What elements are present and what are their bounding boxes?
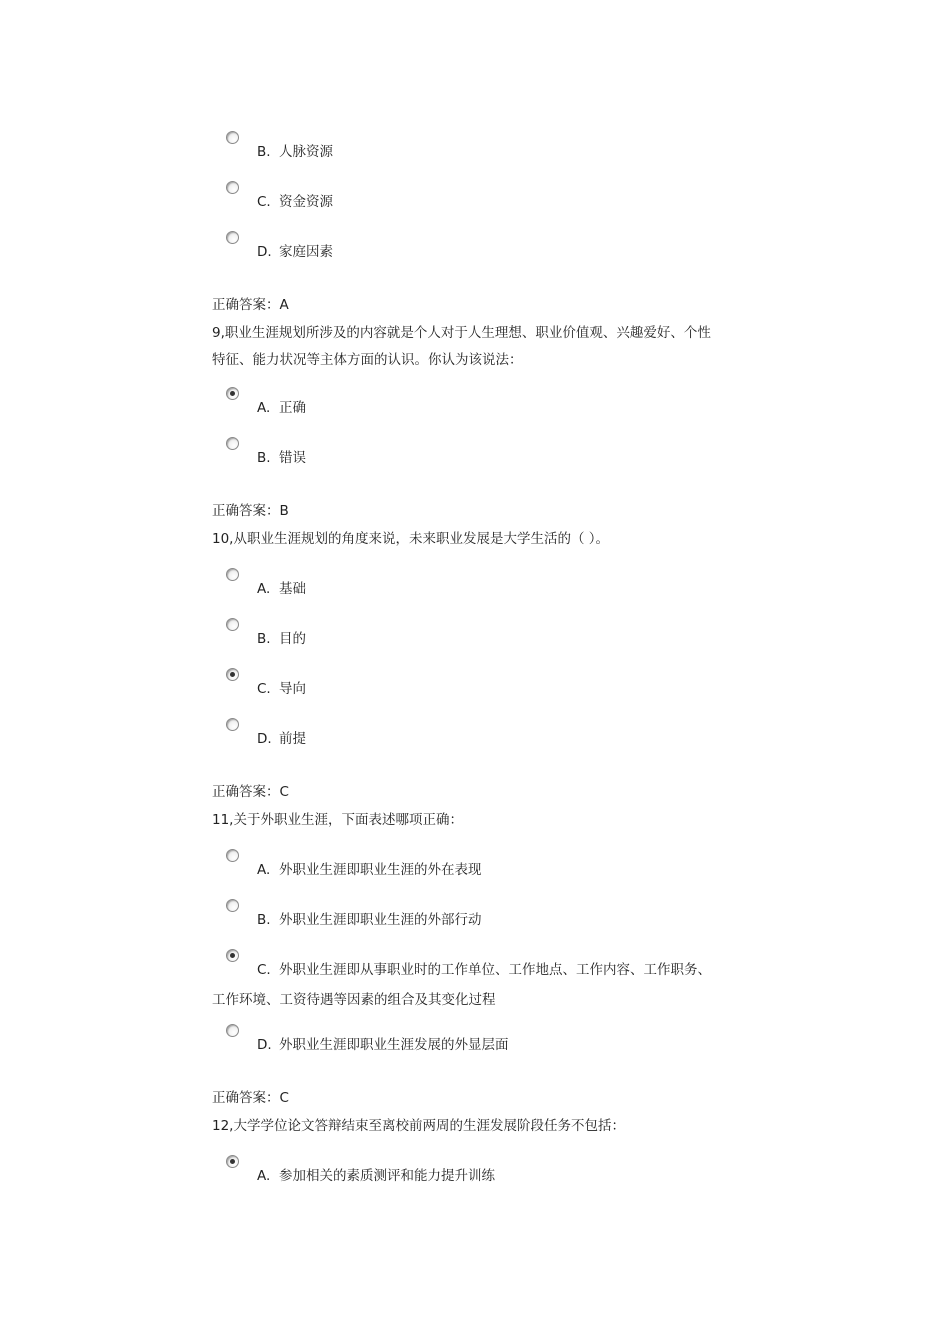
question-10: 10,从职业生涯规划的角度来说，未来职业发展是大学生活的（ ）。 <box>212 531 610 547</box>
radio-q9-b[interactable] <box>226 437 239 450</box>
answer-q10: 正确答案：C <box>212 784 289 800</box>
option-q11-b: B. 外职业生涯即职业生涯的外部行动 <box>257 912 482 928</box>
radio-q8-d[interactable] <box>226 231 239 244</box>
radio-q10-b[interactable] <box>226 618 239 631</box>
option-q11-d: D. 外职业生涯即职业生涯发展的外显层面 <box>257 1037 509 1053</box>
question-12: 12,大学学位论文答辩结束至离校前两周的生涯发展阶段任务不包括： <box>212 1118 625 1134</box>
radio-q9-a[interactable] <box>226 387 239 400</box>
radio-q10-d[interactable] <box>226 718 239 731</box>
question-9-line1: 9,职业生涯规划所涉及的内容就是个人对于人生理想、职业价值观、兴趣爱好、个性 <box>212 325 711 341</box>
radio-q11-b[interactable] <box>226 899 239 912</box>
option-q10-c: C. 导向 <box>257 681 306 697</box>
radio-q11-d[interactable] <box>226 1024 239 1037</box>
option-q12-a: A. 参加相关的素质测评和能力提升训练 <box>257 1168 495 1184</box>
radio-q11-a[interactable] <box>226 849 239 862</box>
question-11: 11,关于外职业生涯，下面表述哪项正确： <box>212 812 463 828</box>
option-q10-a: A. 基础 <box>257 581 306 597</box>
answer-q11: 正确答案：C <box>212 1090 289 1106</box>
option-q8-b: B. 人脉资源 <box>257 144 333 160</box>
option-q10-d: D. 前提 <box>257 731 306 747</box>
option-q9-b: B. 错误 <box>257 450 306 466</box>
option-q11-a: A. 外职业生涯即职业生涯的外在表现 <box>257 862 482 878</box>
radio-q12-a[interactable] <box>226 1155 239 1168</box>
radio-q10-c[interactable] <box>226 668 239 681</box>
radio-q11-c[interactable] <box>226 949 239 962</box>
option-q11-c: C. 外职业生涯即从事职业时的工作单位、工作地点、工作内容、工作职务、 <box>257 962 711 978</box>
question-9-line2: 特征、能力状况等主体方面的认识。你认为该说法： <box>212 352 523 368</box>
answer-q8: 正确答案：A <box>212 297 289 313</box>
radio-q8-b[interactable] <box>226 131 239 144</box>
answer-q9: 正确答案：B <box>212 503 289 519</box>
option-q11-c-continued: 工作环境、工资待遇等因素的组合及其变化过程 <box>212 992 496 1008</box>
radio-q8-c[interactable] <box>226 181 239 194</box>
option-q8-d: D. 家庭因素 <box>257 244 333 260</box>
radio-q10-a[interactable] <box>226 568 239 581</box>
option-q10-b: B. 目的 <box>257 631 306 647</box>
option-q8-c: C. 资金资源 <box>257 194 333 210</box>
option-q9-a: A. 正确 <box>257 400 306 416</box>
